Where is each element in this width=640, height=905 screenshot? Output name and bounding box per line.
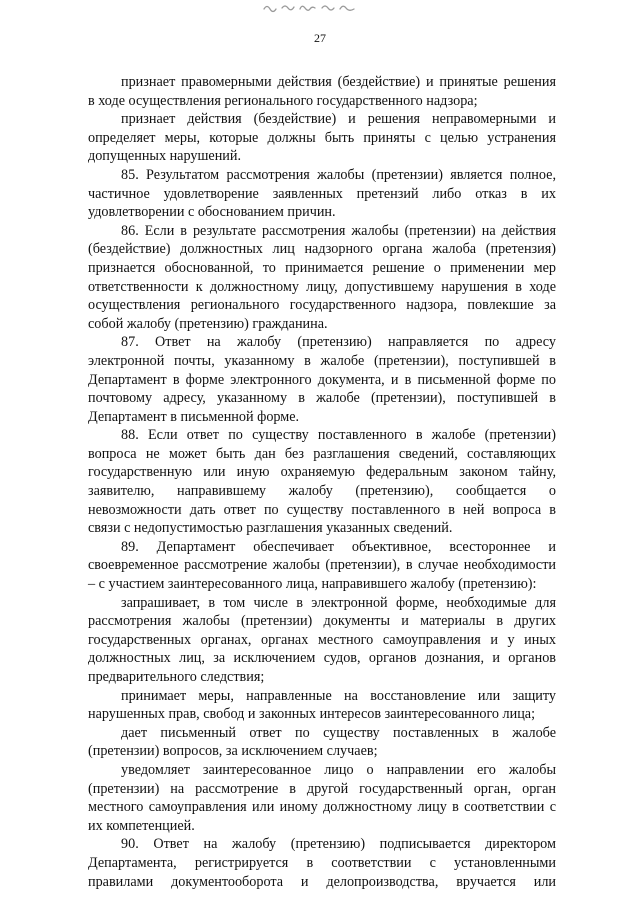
paragraph [88, 724, 556, 761]
faint-stamp-mark [262, 1, 358, 13]
text-line: их компетенцией. [88, 817, 195, 834]
text-line: 88. Если ответ по существу поставленного в жалобе (претензии) [121, 427, 556, 444]
text-line: электронной почты, указанному в жалобе (претензии), поступившей в [88, 352, 556, 369]
paragraph [88, 426, 556, 538]
paragraph [88, 166, 556, 222]
text-line: (претензии) на рассмотрение в другой государственный орган, орган [88, 780, 556, 797]
text-line: 85. Результатом рассмотрения жалобы (претензии) является полное, [121, 166, 556, 183]
text-line: местного самоуправления или иному должностному лицу в соответствии с [88, 799, 556, 816]
paragraph [88, 333, 556, 426]
text-line: своевременное рассмотрение жалобы (претензии), в случае необходимости [88, 557, 556, 574]
text-line: почтовому адресу, указанному в жалобе (претензии), поступившей в [88, 390, 556, 407]
text-line: уведомляет заинтересованное лицо о направлении его жалобы [121, 761, 556, 778]
text-line: дает письменный ответ по существу поставленных в жалобе [121, 724, 556, 741]
text-line: запрашивает, в том числе в электронной форме, необходимые для [121, 594, 556, 611]
text-line: невозможности дать ответ по существу поставленного в ней вопроса в [88, 501, 556, 518]
page-number: 27 [314, 31, 326, 45]
text-line: (бездействие) должностных лиц надзорного органа жалоба (претензия) [88, 241, 556, 258]
text-line: должностных лиц, за исключением судов, органов дознания, и органов [88, 650, 556, 667]
text-line: ответственности к должностному лицу, допустившему нарушения в ходе [88, 278, 556, 295]
paragraph [88, 687, 556, 724]
paragraph [88, 538, 556, 594]
text-line: 89. Департамент обеспечивает объективное, всестороннее и [121, 538, 556, 555]
text-line: Департамент в письменной форме. [88, 408, 300, 425]
text-line: признается обоснованной, то принимается решение о применении мер [88, 259, 556, 276]
text-line: заявителю, направившему жалобу (претензию), сообщается о [88, 483, 556, 500]
text-line: государственных органах, органах местного самоуправления и у иных [88, 631, 556, 648]
text-line: рассмотрения жалобы (претензии) документы и материалы в других [88, 613, 556, 630]
text-line: принимает меры, направленные на восстановление или защиту [121, 687, 556, 704]
text-line: (претензии) вопросов, за исключением случаев; [88, 743, 378, 760]
paragraph [88, 110, 556, 166]
text-line: 90. Ответ на жалобу (претензию) подписывается директором [121, 836, 556, 853]
paragraph [88, 73, 556, 110]
paragraph [88, 594, 556, 687]
text-line: 87. Ответ на жалобу (претензию) направляется по адресу [121, 334, 556, 351]
text-line: частичное удовлетворение заявленных претензий либо отказ в их [88, 185, 556, 202]
text-line: предварительного следствия; [88, 669, 265, 685]
text-line: осуществления регионального государственного надзора, повлекшие за [88, 297, 556, 314]
paragraph [88, 222, 556, 334]
text-line: правилами документооборота и делопроизводства, вручается или [88, 873, 556, 890]
text-line: допущенных нарушений. [88, 148, 242, 165]
text-line: Департамент в форме электронного документа, и в письменной форме по [88, 371, 556, 388]
text-line: собой жалобу (претензию) гражданина. [88, 315, 328, 332]
text-line: – с участием заинтересованного лица, направившего жалобу (претензию): [88, 576, 537, 593]
text-line: государственную или иную охраняемую федеральным законом тайну, [88, 464, 556, 481]
text-line: признает правомерными действия (бездействие) и принятые решения [121, 74, 556, 90]
text-line: в ходе осуществления регионального государственного надзора; [88, 92, 478, 109]
document-body [88, 73, 556, 891]
paragraph [88, 835, 556, 891]
text-line: удовлетворении с обоснованием причин. [88, 204, 336, 221]
paragraph [88, 761, 556, 835]
text-line: вопроса не может быть дан без разглашения сведений, составляющих [88, 445, 556, 462]
text-line: 86. Если в результате рассмотрения жалобы (претензии) на действия [121, 222, 556, 239]
text-line: нарушенных прав, свобод и законных интересов заинтересованного лица; [88, 706, 536, 723]
text-line: Департамента, регистрируется в соответствии с установленными [88, 854, 556, 871]
text-line: признает действия (бездействие) и решения неправомерными и [121, 111, 556, 128]
text-line: определяет меры, которые должны быть приняты с целью устранения [88, 129, 556, 146]
text-line: связи с недопустимостью разглашения указанных сведений. [88, 520, 453, 537]
